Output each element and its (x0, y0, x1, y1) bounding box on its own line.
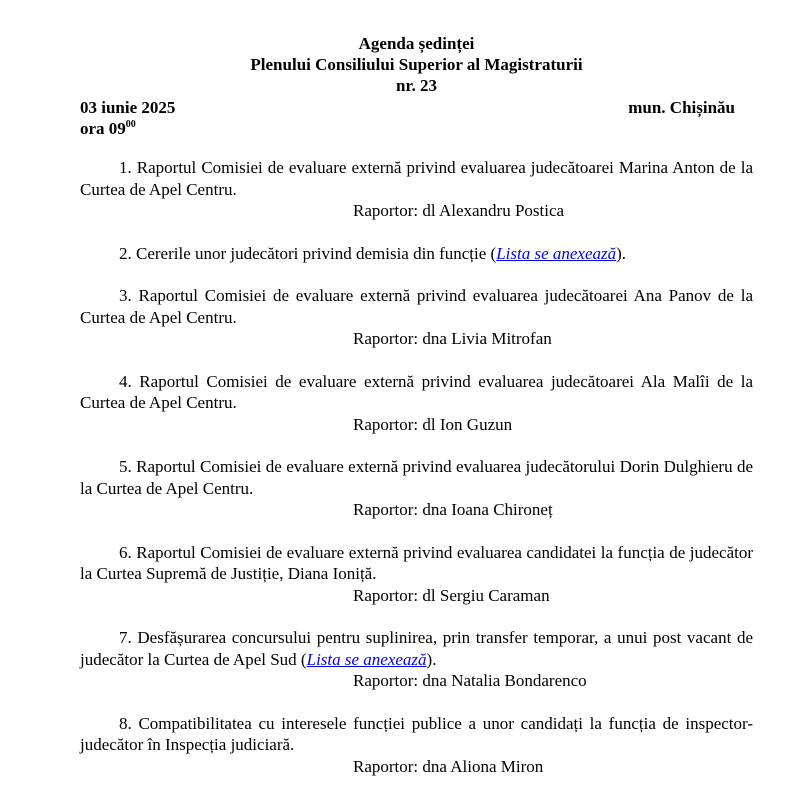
agenda-item-text-before: 7. Desfășurarea concursului pentru suplinirea, prin transfer temporar, a unui post vacant de judecător la Curtea de Apel Sud ( (80, 628, 753, 669)
agenda-item-reporter: Raportor: dl Ion Guzun (353, 414, 513, 434)
agenda-item-text: 5. Raportul Comisiei de evaluare externă privind evaluarea judecătorului Dorin Dulghieru de la Curtea de Apel Centru. (80, 457, 753, 498)
agenda-item-text (80, 243, 753, 265)
agenda-item-text-after: ). (616, 243, 627, 263)
agenda-item-text: 1. Raportul Comisiei de evaluare externă privind evaluarea judecătoarei Marina Anton de la Curtea de Apel Centru. (80, 158, 753, 199)
agenda-item-7 (80, 627, 753, 692)
agenda-item-3 (80, 285, 753, 350)
agenda-item-6 (80, 542, 753, 607)
agenda-item-text: 8. Compatibilitatea cu interesele funcției publice a unor candidați la funcția de inspector-judecător în Inspecția judiciară. (80, 713, 753, 754)
meta-row (80, 97, 753, 118)
agenda-item-4 (80, 371, 753, 436)
meeting-date: 03 iunie 2025 (80, 98, 176, 117)
title-line-1: Agenda ședinței (358, 34, 475, 53)
agenda-item-2 (80, 243, 753, 265)
agenda-item-reporter: Raportor: dl Alexandru Postica (353, 201, 565, 220)
agenda-item-text-before: 2. Cererile unor judecători privind demisia din funcție ( (119, 243, 497, 263)
agenda-list (80, 157, 753, 777)
agenda-item-text: 6. Raportul Comisiei de evaluare externă privind evaluarea candidatei la funcția de judecător la Curtea Supremă de Justiție, Diana Ioniță. (80, 542, 753, 583)
agenda-item-text: 3. Raportul Comisiei de evaluare externă privind evaluarea judecătoarei Ana Panov de la Curtea de Apel Centru. (80, 286, 753, 327)
agenda-item-5 (80, 456, 753, 521)
agenda-number: nr. 23 (396, 76, 437, 95)
agenda-item-1 (80, 157, 753, 222)
agenda-item-reporter: Raportor: dl Sergiu Caraman (353, 585, 550, 605)
document-page (80, 0, 753, 798)
agenda-item-8 (80, 713, 753, 778)
annex-list-link[interactable]: Lista se anexează (496, 243, 617, 263)
agenda-item-text: 4. Raportul Comisiei de evaluare externă privind evaluarea judecătoarei Ala Malîi de la Curtea de Apel Centru. (80, 371, 753, 412)
meeting-time-minutes: 00 (125, 119, 136, 130)
meeting-time-hour: ora 09 (80, 119, 126, 138)
meeting-time (80, 118, 753, 139)
meeting-location: mun. Chișinău (628, 98, 735, 117)
agenda-item-text-after: ). (426, 649, 437, 669)
title-line-2: Plenului Consiliului Superior al Magistraturii (250, 55, 583, 74)
agenda-item-reporter: Raportor: dna Natalia Bondarenco (353, 671, 587, 690)
document-title (80, 0, 753, 96)
agenda-item-reporter: Raportor: dna Aliona Miron (353, 756, 544, 776)
annex-list-link[interactable]: Lista se anexează (306, 649, 427, 669)
agenda-item-text (80, 627, 753, 670)
agenda-item-reporter: Raportor: dna Livia Mitrofan (353, 329, 552, 348)
agenda-item-reporter: Raportor: dna Ioana Chironeț (353, 500, 553, 519)
